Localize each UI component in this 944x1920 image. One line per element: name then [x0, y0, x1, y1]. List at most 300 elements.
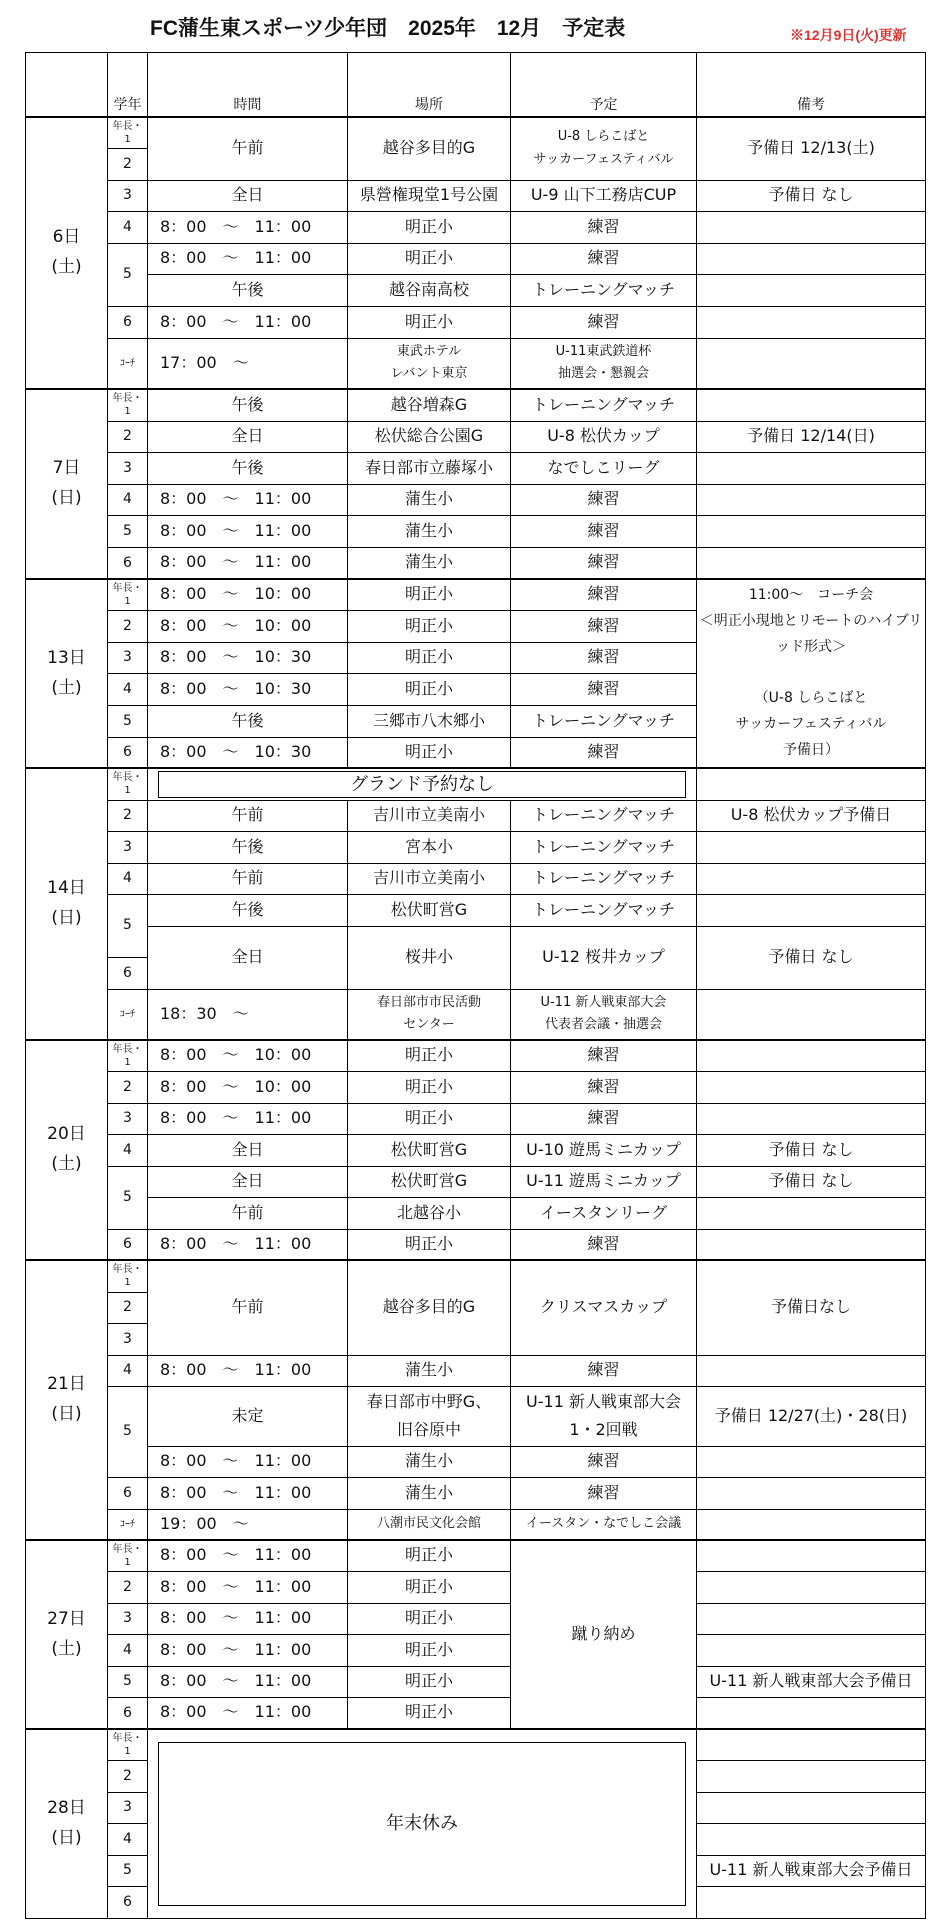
place-cell: 明正小: [348, 610, 511, 642]
plan-cell: 練習: [511, 1103, 697, 1134]
time-cell: 18：30 ～: [148, 989, 348, 1040]
time-cell: 午前: [148, 800, 348, 831]
day-cell-20: [26, 1040, 108, 1260]
note-cell: [697, 1760, 926, 1792]
grade-cell: 4: [108, 1823, 148, 1855]
grade-cell: 2: [108, 1760, 148, 1792]
day-cell-14: [26, 768, 108, 1040]
place-cell: 八潮市民文化会館: [348, 1509, 511, 1540]
grade-cell: 6: [108, 737, 148, 768]
time-cell: 午前: [148, 863, 348, 894]
place-cell: 明正小: [348, 211, 511, 243]
grade-cell: 2: [108, 610, 148, 642]
grade-cell: 6: [108, 957, 148, 989]
table-row: [26, 515, 926, 547]
schedule-table: [25, 52, 926, 1919]
time-cell: 17：00 ～: [148, 338, 348, 389]
note-cell: [697, 1540, 926, 1571]
grade-cell: 6: [108, 1229, 148, 1260]
time-cell: 8：00 ～ 10：00: [148, 1071, 348, 1103]
place-cell: 明正小: [348, 1571, 511, 1603]
note-cell: [697, 1729, 926, 1760]
table-row: [26, 579, 926, 610]
note-cell: 予備日 なし: [697, 180, 926, 211]
grade-cell: 3: [108, 452, 148, 484]
note-cell: [697, 389, 926, 421]
grade-cell: 年長・1: [108, 1040, 148, 1071]
plan-cell: 練習: [511, 211, 697, 243]
table-row: [26, 863, 926, 894]
grade-cell: 3: [108, 1103, 148, 1134]
note-cell: [697, 1103, 926, 1134]
time-cell: 全日: [148, 926, 348, 989]
plan-cell: トレーニングマッチ: [511, 831, 697, 863]
place-cell: 越谷南高校: [348, 274, 511, 306]
grade-cell: 5: [108, 243, 148, 306]
place-cell: 明正小: [348, 1040, 511, 1071]
time-cell: 午前: [148, 1197, 348, 1229]
grade-cell: ｺｰﾁ: [108, 1509, 148, 1540]
table-row: [26, 1197, 926, 1229]
table-row: [26, 926, 926, 957]
table-row: [26, 1103, 926, 1134]
time-cell: 午後: [148, 452, 348, 484]
time-cell: 8：00 ～ 11：00: [148, 1229, 348, 1260]
grade-cell: 4: [108, 673, 148, 705]
time-cell: 8：00 ～ 10：00: [148, 579, 348, 610]
table-row: [26, 1729, 926, 1760]
note-cell: 予備日 12/27(土)・28(日): [697, 1386, 926, 1446]
note-cell: [697, 547, 926, 579]
grade-cell: 年長・1: [108, 768, 148, 800]
note-cell: [697, 1229, 926, 1260]
day-date: 14日: [47, 878, 86, 899]
plan-cell: 練習: [511, 610, 697, 642]
no-booking-box: グランド予約なし: [158, 771, 686, 798]
header-day: [26, 53, 108, 118]
grade-cell: 5: [108, 515, 148, 547]
grade-cell: ｺｰﾁ: [108, 989, 148, 1040]
note-cell: 11:00～ コーチ会 ＜明正小現地とリモートのハイブリッド形式＞ （U-8 しらこばと サッカーフェスティバル 予備日）: [697, 579, 926, 768]
plan-cell: トレーニングマッチ: [511, 705, 697, 737]
note-cell: [697, 768, 926, 800]
column-header-row: [26, 53, 926, 118]
place-cell: 明正小: [348, 1071, 511, 1103]
note-cell: [697, 1571, 926, 1603]
grade-cell: 年長・1: [108, 1260, 148, 1292]
grade-cell: 年長・1: [108, 389, 148, 421]
note-cell: 予備日 12/14(日): [697, 421, 926, 452]
table-row: [26, 1666, 926, 1697]
note-cell: U-11 新人戦東部大会予備日: [697, 1855, 926, 1886]
time-cell: 全日: [148, 1166, 348, 1197]
plan-cell: 練習: [511, 642, 697, 673]
grade-cell: 2: [108, 800, 148, 831]
table-row: [26, 1571, 926, 1603]
place-cell: 春日部市市民活動 センター: [348, 989, 511, 1040]
day-dow: (土): [51, 1154, 82, 1174]
table-row: [26, 1071, 926, 1103]
note-cell: [697, 274, 926, 306]
note-cell: [697, 1477, 926, 1509]
grade-cell: 4: [108, 1355, 148, 1386]
day-date: 21日: [47, 1374, 86, 1395]
grade-cell: 5: [108, 1855, 148, 1886]
plan-cell: 練習: [511, 515, 697, 547]
note-cell: [697, 1040, 926, 1071]
table-row: [26, 243, 926, 274]
table-row: [26, 1603, 926, 1634]
grade-cell: 6: [108, 547, 148, 579]
table-row: [26, 452, 926, 484]
plan-cell: クリスマスカップ: [511, 1260, 697, 1355]
place-cell: 蒲生小: [348, 515, 511, 547]
place-cell: 蒲生小: [348, 1446, 511, 1477]
note-cell: 予備日 なし: [697, 1134, 926, 1166]
place-cell: 県營権現堂1号公園: [348, 180, 511, 211]
table-row: [26, 1355, 926, 1386]
plan-cell: U-8 松伏カップ: [511, 421, 697, 452]
place-cell: 明正小: [348, 1603, 511, 1634]
day-dow: (日): [51, 1404, 82, 1424]
grade-cell: 3: [108, 180, 148, 211]
grade-cell: 6: [108, 1697, 148, 1729]
table-row: [26, 1260, 926, 1292]
grade-cell: 5: [108, 1166, 148, 1229]
plan-cell: U-8 しらこばと サッカーフェスティバル: [511, 117, 697, 180]
day-dow: (日): [51, 1827, 82, 1848]
plan-cell: 練習: [511, 547, 697, 579]
day-dow: (土): [51, 677, 82, 698]
place-cell: 明正小: [348, 243, 511, 274]
note-cell: [697, 1355, 926, 1386]
note-cell: [697, 1697, 926, 1729]
plan-cell: 練習: [511, 1071, 697, 1103]
note-cell: [697, 1071, 926, 1103]
place-cell: 明正小: [348, 1229, 511, 1260]
grade-cell: 4: [108, 484, 148, 515]
plan-cell: U-9 山下工務店CUP: [511, 180, 697, 211]
table-row: [26, 484, 926, 515]
time-cell: 8：00 ～ 11：00: [148, 1603, 348, 1634]
place-cell: 明正小: [348, 579, 511, 610]
year-end-cell: [148, 1729, 697, 1918]
plan-cell: 練習: [511, 484, 697, 515]
plan-cell: トレーニングマッチ: [511, 800, 697, 831]
grade-cell: 4: [108, 1634, 148, 1666]
grade-cell: 3: [108, 1792, 148, 1823]
table-row: [26, 1134, 926, 1166]
place-cell: 明正小: [348, 737, 511, 768]
grade-cell: 2: [108, 421, 148, 452]
grade-cell: 年長・1: [108, 579, 148, 610]
place-cell: 東武ホテル レバント東京: [348, 338, 511, 389]
grade-cell: ｺｰﾁ: [108, 338, 148, 389]
grade-cell: 6: [108, 1886, 148, 1918]
place-cell: 宮本小: [348, 831, 511, 863]
place-cell: 吉川市立美南小: [348, 863, 511, 894]
grade-cell: 4: [108, 211, 148, 243]
header-grade: 学年: [108, 53, 148, 118]
table-row: [26, 1446, 926, 1477]
place-cell: 春日部市立藤塚小: [348, 452, 511, 484]
plan-cell: 練習: [511, 1040, 697, 1071]
header-time: 時間: [148, 53, 348, 118]
table-row: [26, 894, 926, 926]
place-cell: 越谷増森G: [348, 389, 511, 421]
day-date: 20日: [47, 1124, 86, 1145]
time-cell: 8：00 ～ 11：00: [148, 1634, 348, 1666]
time-cell: 8：00 ～ 11：00: [148, 1355, 348, 1386]
table-row: [26, 1477, 926, 1509]
note-cell: [697, 1197, 926, 1229]
header-plan: 予定: [511, 53, 697, 118]
plan-cell: トレーニングマッチ: [511, 863, 697, 894]
plan-cell: イースタン・なでしこ会議: [511, 1509, 697, 1540]
header-note: 備考: [697, 53, 926, 118]
grade-cell: 3: [108, 1603, 148, 1634]
time-cell: 全日: [148, 180, 348, 211]
no-booking-cell: [148, 768, 697, 800]
time-cell: 全日: [148, 421, 348, 452]
note-cell: [697, 484, 926, 515]
table-row: [26, 389, 926, 421]
table-row: [26, 117, 926, 148]
day-cell-6: [26, 117, 108, 389]
grade-cell: 年長・1: [108, 1729, 148, 1760]
time-cell: 午後: [148, 705, 348, 737]
grade-cell: 5: [108, 894, 148, 957]
time-cell: 8：00 ～ 11：00: [148, 1446, 348, 1477]
table-row: [26, 1634, 926, 1666]
table-row: [26, 1697, 926, 1729]
table-row: [26, 1386, 926, 1416]
note-cell: [697, 515, 926, 547]
note-cell: [697, 1634, 926, 1666]
place-cell: 明正小: [348, 1540, 511, 1571]
grade-cell: 5: [108, 705, 148, 737]
grade-cell: 3: [108, 1323, 148, 1355]
table-row: [26, 1166, 926, 1197]
place-cell: 北越谷小: [348, 1197, 511, 1229]
plan-cell: 練習: [511, 1355, 697, 1386]
plan-cell: 蹴り納め: [511, 1540, 697, 1729]
place-cell: 桜井小: [348, 926, 511, 989]
time-cell: 午後: [148, 831, 348, 863]
grade-cell: 5: [108, 1386, 148, 1477]
table-row: [26, 211, 926, 243]
day-dow: (日): [51, 908, 82, 928]
grade-cell: 年長・1: [108, 1540, 148, 1571]
time-cell: 午後: [148, 389, 348, 421]
place-cell: 松伏町営G: [348, 894, 511, 926]
plan-cell: U-11 新人戦東部大会 1・2回戦: [511, 1386, 697, 1446]
grade-cell: 3: [108, 831, 148, 863]
time-cell: 8：00 ～ 11：00: [148, 243, 348, 274]
time-cell: 全日: [148, 1134, 348, 1166]
table-row: [26, 1540, 926, 1571]
grade-cell: 2: [108, 1292, 148, 1323]
note-cell: 予備日 なし: [697, 1166, 926, 1197]
grade-cell: 6: [108, 306, 148, 338]
plan-cell: イースタンリーグ: [511, 1197, 697, 1229]
grade-cell: 2: [108, 1071, 148, 1103]
day-dow: (土): [51, 1638, 82, 1659]
note-cell: [697, 989, 926, 1040]
time-cell: 8：00 ～ 11：00: [148, 484, 348, 515]
note-cell: 予備日 なし: [697, 926, 926, 989]
page-title: FC蒲生東スポーツ少年団 2025年 12月 予定表: [150, 17, 626, 40]
place-cell: 吉川市立美南小: [348, 800, 511, 831]
grade-cell: 2: [108, 1571, 148, 1603]
time-cell: 8：00 ～ 11：00: [148, 306, 348, 338]
place-cell: 松伏町営G: [348, 1134, 511, 1166]
grade-cell: 2: [108, 148, 148, 180]
update-note: ※12月9日(火)更新: [790, 27, 907, 43]
table-row: [26, 421, 926, 452]
table-row: [26, 274, 926, 306]
plan-cell: U-10 遊馬ミニカップ: [511, 1134, 697, 1166]
table-row: [26, 1040, 926, 1071]
place-cell: 越谷多目的G: [348, 1260, 511, 1355]
plan-cell: 練習: [511, 1477, 697, 1509]
table-row: [26, 800, 926, 831]
plan-cell: U-11東武鉄道杯 抽選会・懇親会: [511, 338, 697, 389]
note-cell: [697, 863, 926, 894]
note-cell: [697, 1509, 926, 1540]
place-cell: 明正小: [348, 1634, 511, 1666]
plan-cell: 練習: [511, 737, 697, 768]
plan-cell: 練習: [511, 1446, 697, 1477]
time-cell: 8：00 ～ 10：30: [148, 642, 348, 673]
note-cell: [697, 831, 926, 863]
grade-cell: 6: [108, 1477, 148, 1509]
table-row: [26, 1229, 926, 1260]
time-cell: 8：00 ～ 11：00: [148, 515, 348, 547]
note-cell: [697, 211, 926, 243]
grade-cell: 4: [108, 863, 148, 894]
note-cell: U-11 新人戦東部大会予備日: [697, 1666, 926, 1697]
time-cell: 8：00 ～ 11：00: [148, 547, 348, 579]
day-date: 13日: [47, 647, 86, 668]
time-cell: 8：00 ～ 10：30: [148, 673, 348, 705]
day-dow: (日): [51, 488, 82, 508]
table-row: [26, 338, 926, 389]
time-cell: 午前: [148, 117, 348, 180]
note-cell: [697, 1446, 926, 1477]
time-cell: 8：00 ～ 11：00: [148, 211, 348, 243]
day-cell-28: [26, 1729, 108, 1918]
plan-cell: トレーニングマッチ: [511, 274, 697, 306]
day-date: 6日: [52, 227, 81, 248]
table-row: [26, 306, 926, 338]
year-end-box: 年末休み: [158, 1742, 686, 1906]
place-cell: 蒲生小: [348, 1355, 511, 1386]
place-cell: 越谷多目的G: [348, 117, 511, 180]
note-cell: 予備日 12/13(土): [697, 117, 926, 180]
note-cell: [697, 243, 926, 274]
day-cell-21: [26, 1260, 108, 1540]
note-cell: [697, 338, 926, 389]
grade-cell: 3: [108, 642, 148, 673]
day-cell-13: [26, 579, 108, 768]
table-row: [26, 180, 926, 211]
place-cell: 蒲生小: [348, 1477, 511, 1509]
note-cell: [697, 1886, 926, 1918]
grade-cell: 年長・1: [108, 117, 148, 148]
plan-cell: 練習: [511, 579, 697, 610]
note-cell: [697, 1792, 926, 1823]
note-cell: [697, 1603, 926, 1634]
day-dow: (土): [51, 257, 82, 277]
plan-cell: U-12 桜井カップ: [511, 926, 697, 989]
note-cell: U-8 松伏カップ予備日: [697, 800, 926, 831]
grade-cell: 4: [108, 1134, 148, 1166]
time-cell: 8：00 ～ 11：00: [148, 1103, 348, 1134]
place-cell: 明正小: [348, 673, 511, 705]
table-row: [26, 1509, 926, 1540]
time-cell: 8：00 ～ 11：00: [148, 1666, 348, 1697]
day-date: 28日: [47, 1798, 86, 1818]
note-cell: [697, 306, 926, 338]
plan-cell: 練習: [511, 1229, 697, 1260]
time-cell: 8：00 ～ 11：00: [148, 1540, 348, 1571]
time-cell: 8：00 ～ 11：00: [148, 1697, 348, 1729]
place-cell: 明正小: [348, 306, 511, 338]
note-cell: 予備日なし: [697, 1260, 926, 1355]
table-row: [26, 831, 926, 863]
place-cell: 蒲生小: [348, 484, 511, 515]
place-cell: 明正小: [348, 642, 511, 673]
day-cell-7: [26, 389, 108, 579]
time-cell: 午後: [148, 894, 348, 926]
plan-cell: U-11 遊馬ミニカップ: [511, 1166, 697, 1197]
time-cell: 午後: [148, 274, 348, 306]
place-cell: 明正小: [348, 1666, 511, 1697]
time-cell: 8：00 ～ 10：30: [148, 737, 348, 768]
time-cell: 8：00 ～ 10：00: [148, 1040, 348, 1071]
plan-cell: 練習: [511, 673, 697, 705]
time-cell: 19：00 ～: [148, 1509, 348, 1540]
plan-cell: 練習: [511, 243, 697, 274]
place-cell: 松伏町営G: [348, 1166, 511, 1197]
table-row: [26, 768, 926, 800]
day-cell-27: [26, 1540, 108, 1729]
table-row: [26, 547, 926, 579]
plan-cell: 練習: [511, 306, 697, 338]
grade-cell: 5: [108, 1666, 148, 1697]
table-row: [26, 989, 926, 1040]
time-cell: 8：00 ～ 10：00: [148, 610, 348, 642]
time-cell: 未定: [148, 1386, 348, 1446]
note-cell: [697, 452, 926, 484]
note-cell: [697, 894, 926, 926]
place-cell: 春日部市中野G、 旧谷原中: [348, 1386, 511, 1446]
plan-cell: トレーニングマッチ: [511, 894, 697, 926]
day-date: 7日: [52, 458, 81, 479]
plan-cell: なでしこリーグ: [511, 452, 697, 484]
place-cell: 三郷市八木郷小: [348, 705, 511, 737]
header-place: 場所: [348, 53, 511, 118]
place-cell: 明正小: [348, 1697, 511, 1729]
place-cell: 明正小: [348, 1103, 511, 1134]
day-date: 27日: [47, 1608, 86, 1629]
time-cell: 8：00 ～ 11：00: [148, 1571, 348, 1603]
place-cell: 蒲生小: [348, 547, 511, 579]
plan-cell: トレーニングマッチ: [511, 389, 697, 421]
time-cell: 午前: [148, 1260, 348, 1355]
note-cell: [697, 1823, 926, 1855]
